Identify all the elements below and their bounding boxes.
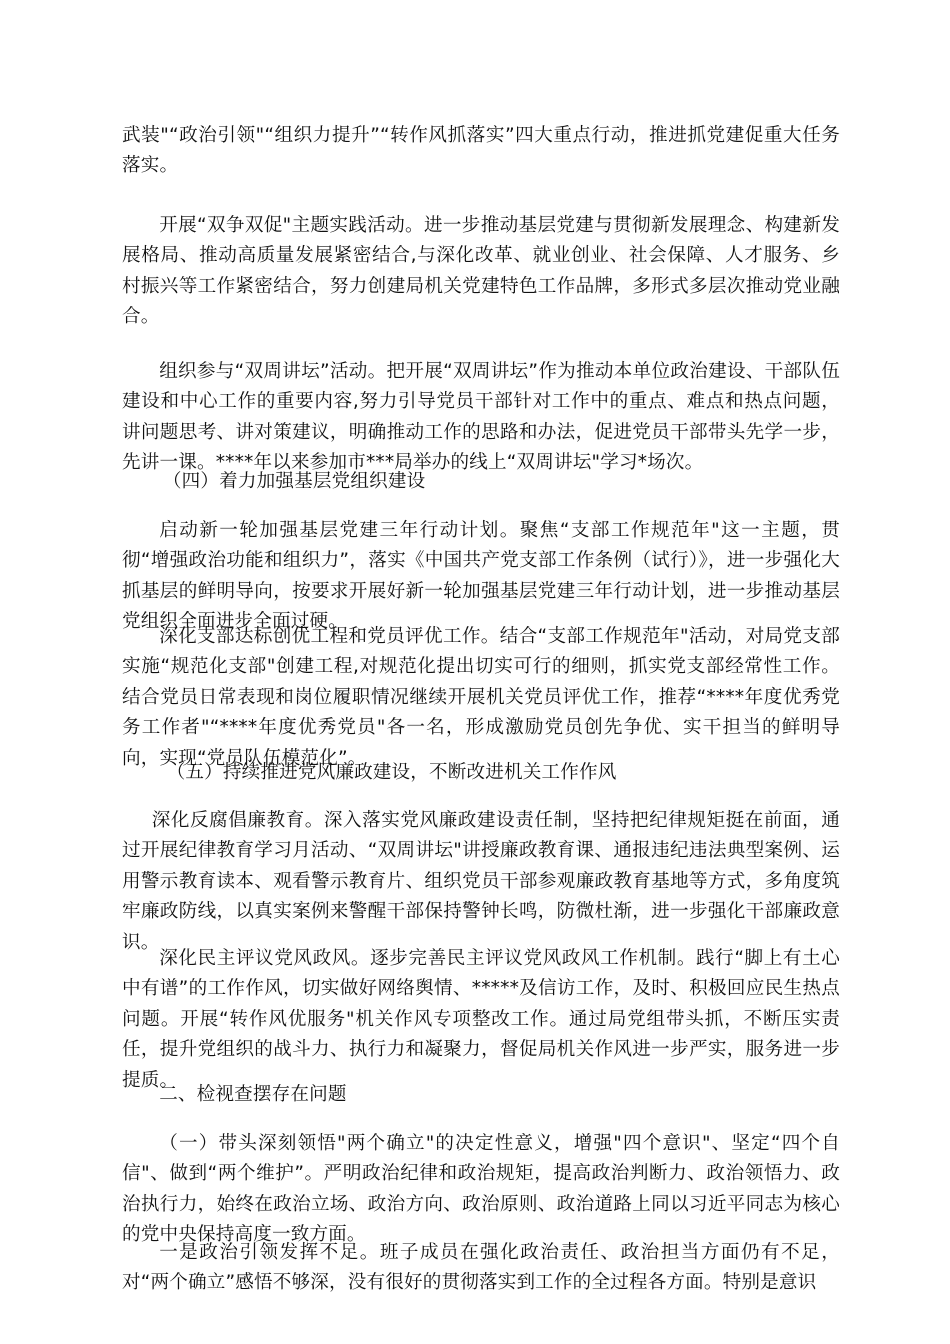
paragraph-branch-standards: 深化支部达标创优工程和党员评优工作。结合“支部工作规范年"活动，对局党支部实施“规范化支部"创建工程,对规范化提出切实可行的细则，抓实党支部经常性工作。结合党员日常表现和岗位履职情况继续开展机关党员评优工作，推荐“****年度优秀党务工作者"“****年度优秀党员"各一名，形成激励党员创先争优、实干担当的鲜明导向，实现“党员队伍模范化”。 xyxy=(122,626,840,769)
paragraph-democratic-review: 深化民主评议党风政风。逐步完善民主评议党风政风工作机制。践行“脚上有土心中有谱”的工作作风，切实做好网络舆情、*****及信访工作，及时、积极回应民生热点问题。开展“转作风优服务"机关作风专项整改工作。通过局党组带头抓，不断压实责任，提升党组织的战斗力、执行力和凝聚力，督促局机关作风进一步严实，服务进一步提质。 xyxy=(122,948,840,1091)
section-heading-four: （四）着力加强基层党组织建设 xyxy=(162,471,426,492)
paragraph-biweekly-forum: 组织参与“双周讲坛”活动。把开展“双周讲坛”作为推动本单位政治建设、干部队伍建设和中心工作的重要内容,努力引导党员干部针对工作中的重点、难点和热点问题，讲问题思考、讲对策建议，明确推动工作的思路和办法，促进党员干部带头先学一步，先讲一课。****年以来参加市***局举办的线上“双周讲坛"学习*场次。 xyxy=(122,361,840,474)
section-heading-problems: 二、检视查摆存在问题 xyxy=(159,1084,347,1105)
paragraph-two-establishments: （一）带头深刻领悟"两个确立"的决定性意义，增强"四个意识"、坚定“四个自信"、做到“两个维护”。严明政治纪律和政治规矩，提高政治判断力、政治领悟力、政治执行力，始终在政治立场、政治方向、政治原则、政治道路上同以习近平同志为核心的党中央保持高度一致方面。 xyxy=(122,1133,840,1246)
paragraph-political-leadership: 一是政治引领发挥不足。班子成员在强化政治责任、政治担当方面仍有不足，对“两个确立”感悟不够深，没有很好的贯彻落实到工作的全过程各方面。特别是意识 xyxy=(122,1242,840,1294)
paragraph-double-strive: 开展“双争双促"主题实践活动。进一步推动基层党建与贯彻新发展理念、构建新发展格局、推动高质量发展紧密结合,与深化改革、就业创业、社会保障、人才服务、乡村振兴等工作紧密结合，努力创建局机关党建特色工作品牌，多形式多层次推动党业融合。 xyxy=(122,215,840,328)
paragraph-anti-corruption: 深化反腐倡廉教育。深入落实党风廉政建设责任制，坚持把纪律规矩挺在前面，通过开展纪律教育学习月活动、“双周讲坛"讲授廉政教育课、通报违纪违法典型案例、运用警示教育读本、观看警示教育片、组织党员干部参观廉政教育基地等方式，多角度筑牢廉政防线，以真实案例来警醒干部保持警钟长鸣，防微杜渐，进一步强化干部廉政意识。 xyxy=(122,810,840,953)
paragraph-three-year-plan: 启动新一轮加强基层党建三年行动计划。聚焦“支部工作规范年"这一主题，贯彻“增强政治功能和组织力”，落实《中国共产党支部工作条例（试行）》，进一步强化大抓基层的鲜明导向，按要求开展好新一轮加强基层党建三年行动计划，进一步推动基层党组织全面进步全面过硬。 xyxy=(122,520,840,633)
paragraph-continuation: 武装"“政治引领"“组织力提升”“转作风抓落实”四大重点行动，推进抓党建促重大任务落实。 xyxy=(122,125,840,177)
section-heading-five: （五）持续推进党风廉政建设，不断改进机关工作作风 xyxy=(166,762,617,783)
